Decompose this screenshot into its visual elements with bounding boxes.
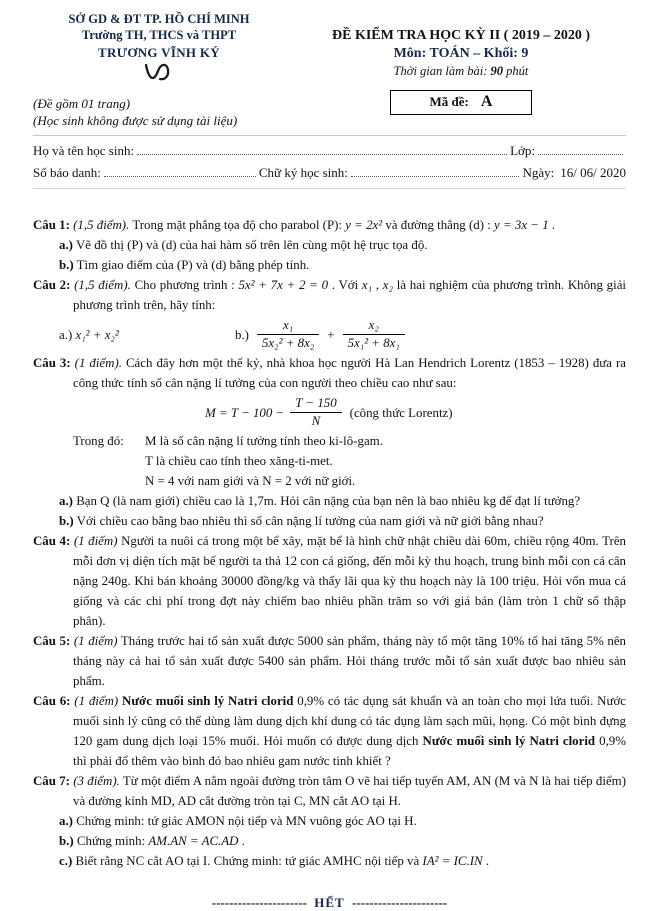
q4-text: Người ta nuôi cá trong một bể xây, mặt bể là hình chữ nhật chiều dài 60m, chiều rộng 40m. Trên mỗi đơn vị diện tích mặt bể người ta thả 12 con cá giống, đến mỗi kỳ thu hoạch, trung bình mỗi con cá cân nặng 240g. Khi bán khoảng 30000 đồng/kg và thấy lãi qua kỳ thu hoạch này là 100 triệu. Hỏi vốn mua cá giống và các chi phí trong đợt này chiếm bao nhiêu phần trăm so với giá bán (làm tròn 1 chữ số thập phân). [73, 534, 626, 628]
q7c-math: IA² = IC.IN [422, 854, 483, 868]
q2-text-3: là hai nghiệm của phương trình. Không giải phương trình trên, hãy tính: [73, 278, 627, 312]
q3-number: Câu 3: [33, 356, 71, 370]
student-row-2 [33, 162, 626, 184]
q3-where-row [33, 431, 626, 451]
school-type: Trường TH, THCS và THPT [81, 28, 237, 42]
q3-definition-2: T là chiều cao tính theo xăng-ti-met. [145, 454, 333, 468]
q1-points: (1,5 điểm). [73, 218, 130, 232]
duration-value: 90 [490, 64, 504, 78]
school-logo-wrap [33, 62, 285, 89]
student-name-fill-line [137, 140, 507, 155]
student-divider [33, 188, 626, 189]
class-fill-line [538, 140, 623, 155]
questions [33, 215, 626, 871]
q3-formula-note: (công thức Lorentz) [349, 405, 453, 420]
q6-text-2: 0,9% thì phải đổ thêm vào bình đó bao nhiêu gam nước tinh khiết ? [73, 734, 626, 768]
exam-duration [296, 64, 626, 79]
q1-math-1: y = 2x² [345, 218, 383, 232]
q3b-label: b.) [59, 514, 74, 528]
q3-formula [33, 396, 626, 429]
q4-number: Câu 4: [33, 534, 71, 548]
q2b-fraction-1 [257, 318, 319, 351]
student-row-1 [33, 140, 626, 162]
q2-math-2: x₁ , x₂ [361, 278, 394, 292]
q2-text-1: Cho phương trình : [130, 278, 239, 292]
q2-number: Câu 2: [33, 278, 71, 292]
q7a-text: Chứng minh: tứ giác AMON nội tiếp và MN vuông góc AO tại H. [72, 814, 417, 828]
q2a-expression: x₁² + x₂² [75, 327, 119, 342]
q7c-text-2: . [482, 854, 490, 868]
question-5 [33, 631, 626, 691]
q1a-text: Vẽ đồ thị (P) và (d) của hai hàm số trên lên cùng một hệ trục tọa độ. [72, 238, 428, 252]
q6-bold-2: Nước muối sinh lý Natri clorid [422, 734, 596, 748]
q6-bold-1: Nước muối sinh lý Natri clorid [118, 694, 294, 708]
department-name: SỞ GD & ĐT TP. HỒ CHÍ MINH [68, 12, 250, 26]
header-left [33, 12, 285, 129]
candidate-number-label: Số báo danh: [33, 165, 101, 180]
signature-label: Chữ ký học sinh: [258, 165, 348, 180]
q3-points: (1 điểm). [74, 356, 122, 370]
school-name: TRƯƠNG VĨNH KÝ [98, 45, 220, 60]
q7b-math: AM.AN = AC.AD [148, 834, 239, 848]
question-6 [33, 691, 626, 771]
q3a-label: a.) [59, 494, 73, 508]
exam-title: ĐỀ KIỂM TRA HỌC KỲ II ( 2019 – 2020 ) [332, 28, 590, 43]
q1-text-3: . [548, 218, 556, 232]
q4-points: (1 điểm) [73, 534, 118, 548]
q3b-text: Với chiều cao bằng bao nhiêu thì số cân nặng lí tưởng của nam giới và nữ giới bằng nhau? [73, 514, 544, 528]
q3-definition-3: N = 4 với nam giới và N = 2 với nữ giới. [145, 474, 356, 488]
date-value: 16/ 06/ 2020 [560, 165, 626, 180]
footer-dashes-right: ---------------------- [351, 895, 448, 910]
q1-text-2: và đường thẳng (d) : [382, 218, 495, 232]
q2b-label: b.) [235, 327, 249, 342]
q5-number: Câu 5: [33, 634, 71, 648]
date-label: Ngày: [522, 165, 555, 180]
question-7 [33, 771, 626, 871]
q7-points: (3 điểm). [73, 774, 120, 788]
question-3 [33, 353, 626, 531]
student-name-label: Họ và tên học sinh: [33, 143, 135, 158]
header [33, 12, 626, 129]
q3-where-label: Trong đó: [73, 434, 124, 448]
q2-parts-row [33, 318, 626, 351]
header-divider [33, 135, 626, 136]
footer [33, 895, 626, 911]
q7b-text-2: . [238, 834, 245, 848]
q2b-fraction-2 [343, 318, 405, 351]
q7-number: Câu 7: [33, 774, 70, 788]
q2b-plus-sign: + [327, 327, 335, 342]
page-count-note: (Đề gồm 01 trang) [33, 96, 131, 111]
q3-formula-lhs: M = T − 100 − [205, 405, 285, 420]
q2b-frac2-numerator: x₂ [368, 318, 379, 332]
q7c-text-1: Biết rằng NC cắt AO tại I. Chứng minh: tứ giác AMHC nội tiếp và [72, 854, 423, 868]
q1-math-2: y = 3x − 1 [494, 218, 549, 232]
q2b-frac1-denominator: 5x₂² + 8x₂ [257, 334, 319, 351]
q2b-frac2-denominator: 5x₁² + 8x₁ [343, 334, 405, 351]
question-1 [33, 215, 626, 275]
q6-text-1: 0,9% có tác dụng sát khuẩn và an toàn cho mọi lứa tuổi. Nước muối sinh lý cũng có thể dùng làm dung dịch khí dung có tác dụng làm sạch mũi, họng. Có một bình đựng 120 gam dung dịch loại 15% muối. Hỏi muốn có được dung dịch [73, 694, 627, 748]
q2-points: (1,5 điểm). [74, 278, 131, 292]
q5-points: (1 điểm) [73, 634, 118, 648]
q3-frac-denominator: N [290, 412, 341, 429]
q7c-label: c.) [59, 854, 73, 868]
student-info [33, 140, 626, 184]
q7a-label: a.) [59, 814, 73, 828]
q2-text-2: . Với [328, 278, 362, 292]
exam-code-box [390, 90, 532, 115]
class-label: Lớp: [510, 143, 535, 158]
exam-code-label: Mã đề: [429, 94, 469, 109]
header-right [296, 12, 626, 115]
q3-formula-fraction [290, 396, 341, 429]
q2-math-1: 5x² + 7x + 2 = 0 [238, 278, 329, 292]
q2b-frac1-numerator: x₁ [283, 318, 294, 332]
q6-points: (1 điểm) [74, 694, 119, 708]
q1-text-1: Trong mặt phẳng tọa độ cho parabol (P): [129, 218, 346, 232]
school-logo-icon [138, 62, 180, 84]
duration-label: Thời gian làm bài: [393, 64, 491, 78]
q7b-text-1: Chứng minh: [73, 834, 149, 848]
q3a-text: Bạn Q (là nam giới) chiều cao là 1,7m. Hỏi cân nặng của bạn nên là bao nhiêu kg để đạt lí tưởng? [72, 494, 581, 508]
q7b-label: b.) [59, 834, 74, 848]
q7-text: Từ một điểm A nằm ngoài đường tròn tâm O vẽ hai tiếp tuyến AM, AN (M và N là hai tiếp điểm) và đường kính MD, AD cắt đường tròn tại C, MN cắt AO tại H. [73, 774, 626, 808]
question-4 [33, 531, 626, 631]
footer-dashes-left: ---------------------- [211, 895, 308, 910]
end-marker: HẾT [314, 895, 345, 910]
no-materials-note: (Học sinh không được sử dụng tài liệu) [33, 113, 238, 128]
q1b-text: Tìm giao điểm của (P) và (d) bằng phép tính. [73, 258, 310, 272]
signature-fill-line [351, 162, 520, 177]
q3-definition-1: M là số cân nặng lí tưởng tính theo ki-lô-gam. [145, 434, 383, 448]
q6-number: Câu 6: [33, 694, 71, 708]
q5-text: Tháng trước hai tổ sản xuất được 5000 sản phẩm, tháng này tổ một tăng 10% tổ hai tăng 5% nên tháng này cả hai tổ sản xuất được 5400 sản phẩm. Hỏi tháng trước mỗi tổ sản xuất được bao nhiêu sản phẩm. [73, 634, 627, 688]
question-2 [33, 275, 626, 351]
q1-number: Câu 1: [33, 218, 70, 232]
candidate-number-fill-line [104, 162, 256, 177]
q2a-label: a.) [59, 327, 73, 342]
q1b-label: b.) [59, 258, 74, 272]
q3-intro: Cách đây hơn một thế kỷ, nhà khoa học người Hà Lan Hendrich Lorentz (1853 – 1928) đưa ra công thức tính số cân nặng lí tưởng của con người theo chiều cao như sau: [73, 356, 626, 390]
exam-code-value: A [480, 93, 493, 110]
q1a-label: a.) [59, 238, 73, 252]
duration-unit: phút [503, 64, 529, 78]
exam-subject: Môn: TOÁN – Khối: 9 [393, 46, 529, 61]
q3-frac-numerator: T − 150 [295, 396, 337, 410]
